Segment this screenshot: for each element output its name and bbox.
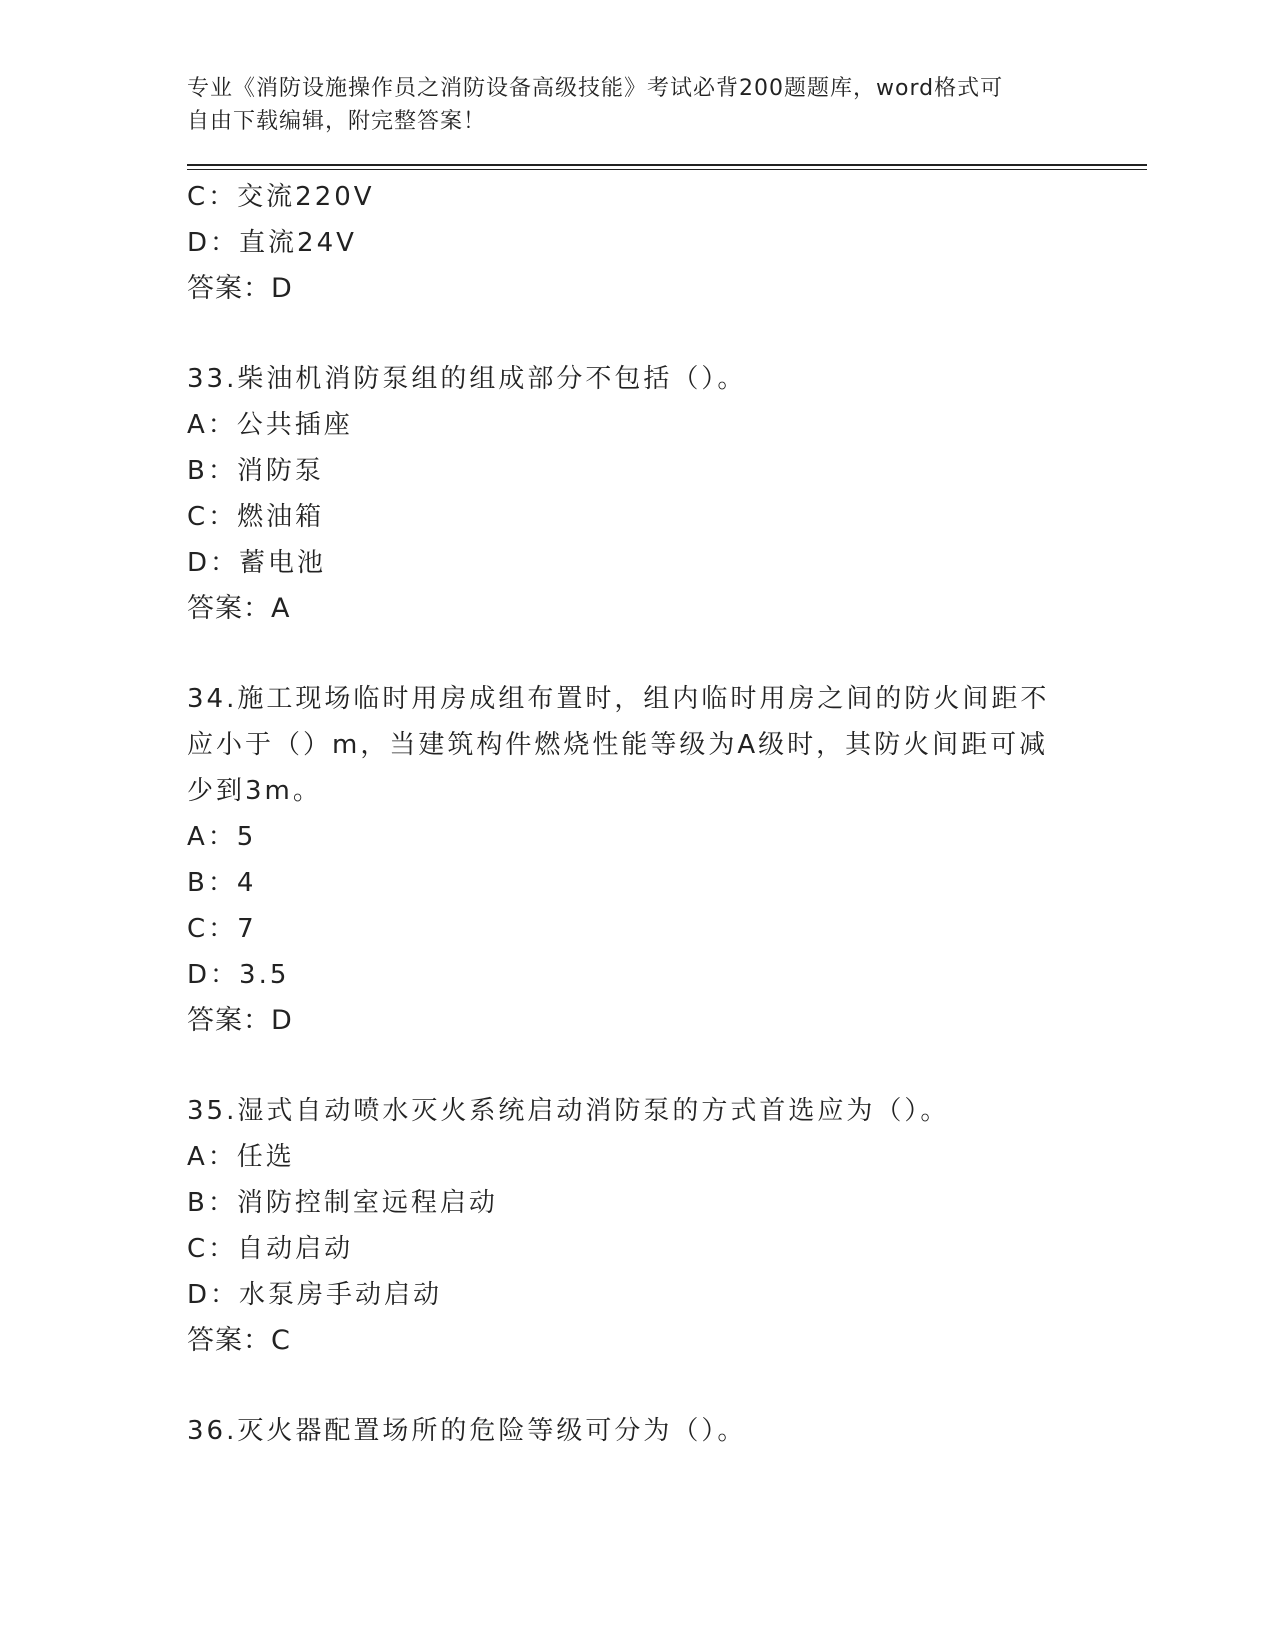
option-label: D： bbox=[187, 228, 240, 258]
option-label: C： bbox=[187, 182, 238, 212]
option-label: A： bbox=[187, 822, 237, 852]
option-c bbox=[187, 906, 1147, 952]
option-text: 5 bbox=[236, 822, 257, 852]
question-stem: 34.施工现场临时用房成组布置时，组内临时用房之间的防火间距不应小于（）m，当建筑构件燃烧性能等级为A级时，其防火间距可减少到3m。 bbox=[187, 684, 1050, 806]
option-label: A： bbox=[187, 1142, 237, 1172]
question-stem: 33.柴油机消防泵组的组成部分不包括（）。 bbox=[187, 364, 747, 394]
option-label: D： bbox=[187, 1280, 240, 1310]
option-b bbox=[187, 448, 1147, 494]
option-d bbox=[187, 220, 1147, 266]
option-d bbox=[187, 540, 1147, 586]
option-label: A： bbox=[187, 410, 237, 440]
option-text: 4 bbox=[236, 868, 257, 898]
answer-line: 答案：A bbox=[187, 593, 291, 624]
question-block-35 bbox=[187, 1088, 1147, 1364]
option-text: 消防控制室远程启动 bbox=[236, 1188, 498, 1218]
option-text: 水泵房手动启动 bbox=[239, 1280, 443, 1310]
option-label: B： bbox=[187, 456, 237, 486]
answer-line: 答案：D bbox=[187, 1005, 293, 1036]
option-text: 任选 bbox=[236, 1142, 295, 1172]
option-c bbox=[187, 174, 1147, 220]
header-divider bbox=[187, 164, 1147, 166]
option-d bbox=[187, 1272, 1147, 1318]
option-a bbox=[187, 402, 1147, 448]
option-c bbox=[187, 494, 1147, 540]
option-text: 公共插座 bbox=[236, 410, 353, 440]
question-list bbox=[187, 174, 1147, 1454]
option-text: 蓄电池 bbox=[239, 548, 327, 578]
option-text: 直流24V bbox=[239, 228, 357, 258]
option-label: B： bbox=[187, 868, 237, 898]
option-text: 交流220V bbox=[237, 182, 375, 212]
header-title-line-2: 自由下载编辑，附完整答案！ bbox=[187, 109, 487, 134]
question-block-32-tail bbox=[187, 174, 1147, 312]
question-block-36 bbox=[187, 1408, 1147, 1454]
option-a bbox=[187, 814, 1147, 860]
option-label: C： bbox=[187, 1234, 238, 1264]
option-text: 3.5 bbox=[239, 960, 290, 990]
option-label: B： bbox=[187, 1188, 237, 1218]
option-d bbox=[187, 952, 1147, 998]
option-a bbox=[187, 1134, 1147, 1180]
question-stem: 36.灭火器配置场所的危险等级可分为（）。 bbox=[187, 1416, 747, 1446]
document-header bbox=[187, 72, 1067, 138]
option-label: D： bbox=[187, 548, 240, 578]
option-label: C： bbox=[187, 914, 238, 944]
answer-line: 答案：C bbox=[187, 1325, 291, 1356]
option-text: 自动启动 bbox=[237, 1234, 354, 1264]
option-b bbox=[187, 1180, 1147, 1226]
question-stem: 35.湿式自动喷水灭火系统启动消防泵的方式首选应为（）。 bbox=[187, 1096, 950, 1126]
header-title-line-1: 专业《消防设施操作员之消防设备高级技能》考试必背200题题库，word格式可 bbox=[187, 76, 1004, 101]
option-label: D： bbox=[187, 960, 240, 990]
option-c bbox=[187, 1226, 1147, 1272]
answer-line: 答案：D bbox=[187, 273, 293, 304]
question-block-34 bbox=[187, 676, 1147, 1044]
document-page bbox=[187, 72, 1147, 1454]
option-text: 消防泵 bbox=[236, 456, 324, 486]
option-label: C： bbox=[187, 502, 238, 532]
option-text: 7 bbox=[237, 914, 257, 944]
option-text: 燃油箱 bbox=[237, 502, 325, 532]
question-block-33 bbox=[187, 356, 1147, 632]
option-b bbox=[187, 860, 1147, 906]
